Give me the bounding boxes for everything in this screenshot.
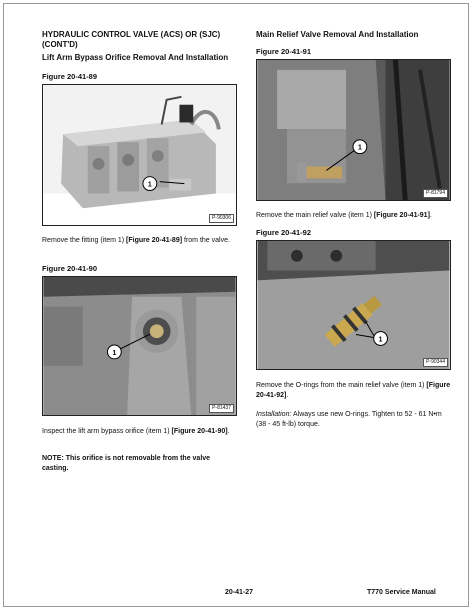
instruction-inspect-orifice: Inspect the lift arm bypass orifice (item 1) [Figure 20-41-90]. [42,428,230,435]
note [42,454,237,473]
instruction-remove-relief-valve: Remove the main relief valve (item 1) [Figure 20-41-91]. [256,212,432,219]
figure-photo-91 [256,59,451,201]
figure-label-92: Figure 20-41-92 [256,228,312,237]
relief-valve-orings-photo [257,241,450,369]
installation-text: Always use new O-rings. Tighten to 52 - 61 N•m (38 - 45 ft-lb) torque. [256,411,442,428]
note-label: NOTE: [42,455,64,462]
installation-instruction [256,410,451,429]
bypass-orifice-photo [43,277,236,415]
installation-label: Installation: [256,411,292,418]
figure-label-90: Figure 20-41-90 [42,264,98,273]
figure-code-90: P-81437 [209,404,234,413]
subsection-title-bypass: Lift Arm Bypass Orifice Removal And Installation [42,53,229,62]
callout-1-fig90: 1 [112,349,117,357]
manual-title: T770 Service Manual [367,589,436,596]
callout-1-fig89: 1 [147,181,152,189]
figure-photo-90 [42,276,237,416]
figure-photo-89 [42,84,237,226]
figure-code-92: P-90344 [423,358,448,367]
instruction-remove-orings: Remove the O-rings from the main relief valve (item 1) [Figure 20-41-92]. [256,382,451,399]
figure-code-89: P-90306 [209,214,234,223]
note-text: This orifice is not removable from the valve casting. [42,455,211,472]
callout-1-fig91: 1 [357,144,362,152]
figure-photo-92 [256,240,451,370]
subsection-title-relief: Main Relief Valve Removal And Installation [256,30,419,39]
figure-label-91: Figure 20-41-91 [256,47,312,56]
instruction-remove-fitting: Remove the fitting (item 1) [Figure 20-41-89] from the valve. [42,237,230,244]
figure-code-91: P-81794 [423,189,448,198]
figure-label-89: Figure 20-41-89 [42,72,98,81]
callout-1-fig92: 1 [378,336,383,344]
page-number: 20-41-27 [225,589,254,596]
section-title: HYDRAULIC CONTROL VALVE (ACS) OR (SJC) (CONT'D) [42,30,221,49]
control-valve-photo [43,85,236,225]
main-relief-valve-photo [257,60,450,200]
